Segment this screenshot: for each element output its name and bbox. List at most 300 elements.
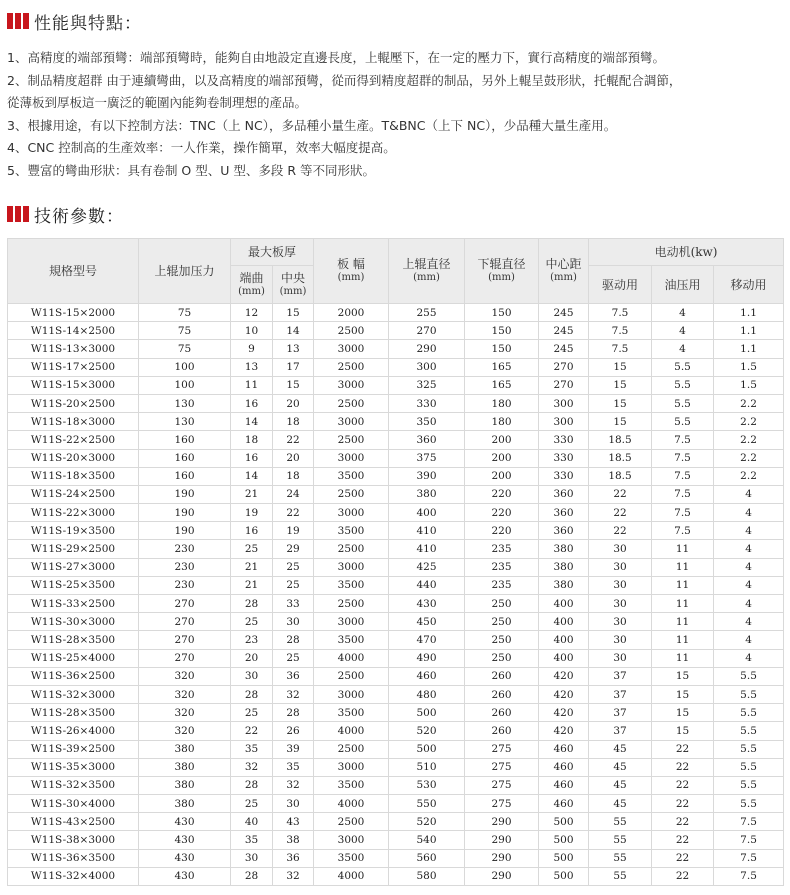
cell-model: W11S-26×4000 — [8, 722, 139, 740]
cell-pressure: 320 — [139, 704, 231, 722]
cell-lower-dia: 200 — [465, 467, 539, 485]
cell-end-bend: 14 — [231, 467, 273, 485]
feature-line: 1、高精度的端部預彎：端部預彎時，能夠自由地設定直邊長度，上輥壓下，在一定的壓力下，實行高精度的端部預彎。 — [7, 50, 665, 65]
cell-drive: 7.5 — [589, 340, 652, 358]
cell-oil: 22 — [652, 795, 714, 813]
cell-end-bend: 25 — [231, 540, 273, 558]
cell-pressure: 130 — [139, 413, 231, 431]
cell-drive: 55 — [589, 867, 652, 885]
cell-move: 5.5 — [714, 667, 784, 685]
cell-width: 3000 — [314, 831, 389, 849]
header-lower-dia-unit: (mm) — [488, 272, 515, 283]
cell-pressure: 430 — [139, 813, 231, 831]
header-end-bend-label: 端曲 — [239, 270, 264, 285]
cell-upper-dia: 430 — [389, 595, 465, 613]
table-row — [8, 540, 784, 558]
cell-move: 1.1 — [714, 340, 784, 358]
cell-center-dist: 400 — [539, 649, 589, 667]
cell-move: 5.5 — [714, 740, 784, 758]
cell-width: 3000 — [314, 413, 389, 431]
cell-center-dist: 460 — [539, 776, 589, 794]
specs-table-body — [8, 304, 784, 886]
cell-lower-dia: 250 — [465, 595, 539, 613]
cell-upper-dia: 460 — [389, 667, 465, 685]
header-center-unit: (mm) — [279, 285, 307, 297]
cell-upper-dia: 530 — [389, 776, 465, 794]
cell-end-bend: 20 — [231, 649, 273, 667]
cell-lower-dia: 290 — [465, 867, 539, 885]
header-center-dist-label: 中心距 — [545, 257, 582, 271]
cell-width: 3500 — [314, 849, 389, 867]
cell-end-bend: 25 — [231, 613, 273, 631]
cell-drive: 55 — [589, 813, 652, 831]
cell-upper-dia: 270 — [389, 322, 465, 340]
cell-upper-dia: 520 — [389, 722, 465, 740]
cell-move: 1.5 — [714, 358, 784, 376]
cell-model: W11S-22×3000 — [8, 504, 139, 522]
cell-center-dist: 460 — [539, 795, 589, 813]
cell-center: 43 — [273, 813, 314, 831]
cell-oil: 11 — [652, 631, 714, 649]
cell-oil: 5.5 — [652, 413, 714, 431]
cell-oil: 7.5 — [652, 449, 714, 467]
cell-model: W11S-19×3500 — [8, 522, 139, 540]
cell-move: 7.5 — [714, 831, 784, 849]
cell-oil: 11 — [652, 576, 714, 594]
cell-move: 4 — [714, 540, 784, 558]
cell-model: W11S-36×3500 — [8, 849, 139, 867]
cell-width: 3500 — [314, 776, 389, 794]
cell-drive: 15 — [589, 413, 652, 431]
cell-drive: 30 — [589, 613, 652, 631]
cell-model: W11S-18×3500 — [8, 467, 139, 485]
cell-model: W11S-22×2500 — [8, 431, 139, 449]
cell-center-dist: 500 — [539, 849, 589, 867]
cell-drive: 7.5 — [589, 304, 652, 322]
cell-upper-dia: 410 — [389, 540, 465, 558]
heading-bars-icon — [7, 13, 31, 29]
cell-center: 35 — [273, 758, 314, 776]
cell-lower-dia: 200 — [465, 449, 539, 467]
cell-drive: 45 — [589, 795, 652, 813]
cell-center-dist: 245 — [539, 340, 589, 358]
header-upper-dia-unit: (mm) — [413, 272, 440, 283]
table-row — [8, 685, 784, 703]
cell-end-bend: 25 — [231, 795, 273, 813]
cell-lower-dia: 220 — [465, 504, 539, 522]
cell-pressure: 230 — [139, 576, 231, 594]
cell-end-bend: 25 — [231, 704, 273, 722]
cell-pressure: 75 — [139, 340, 231, 358]
header-motor: 电动机(kw) — [589, 239, 784, 266]
cell-center: 39 — [273, 740, 314, 758]
cell-upper-dia: 380 — [389, 485, 465, 503]
cell-end-bend: 21 — [231, 485, 273, 503]
cell-pressure: 100 — [139, 376, 231, 394]
cell-oil: 22 — [652, 776, 714, 794]
table-row — [8, 649, 784, 667]
cell-lower-dia: 260 — [465, 704, 539, 722]
cell-upper-dia: 520 — [389, 813, 465, 831]
cell-pressure: 380 — [139, 740, 231, 758]
cell-end-bend: 30 — [231, 849, 273, 867]
header-max-thickness: 最大板厚 — [231, 239, 314, 266]
cell-end-bend: 9 — [231, 340, 273, 358]
header-center-label: 中央 — [281, 270, 306, 285]
cell-move: 5.5 — [714, 685, 784, 703]
cell-center-dist: 300 — [539, 413, 589, 431]
cell-pressure: 130 — [139, 394, 231, 412]
cell-center-dist: 420 — [539, 685, 589, 703]
header-center — [273, 266, 314, 304]
cell-move: 2.2 — [714, 431, 784, 449]
cell-pressure: 320 — [139, 667, 231, 685]
cell-width: 4000 — [314, 649, 389, 667]
cell-center-dist: 360 — [539, 504, 589, 522]
cell-width: 2500 — [314, 394, 389, 412]
cell-center-dist: 270 — [539, 376, 589, 394]
cell-width: 2500 — [314, 740, 389, 758]
table-row — [8, 795, 784, 813]
cell-width: 2500 — [314, 595, 389, 613]
header-center-dist — [539, 239, 589, 304]
cell-upper-dia: 560 — [389, 849, 465, 867]
cell-upper-dia: 450 — [389, 613, 465, 631]
table-row — [8, 776, 784, 794]
cell-pressure: 160 — [139, 431, 231, 449]
cell-width: 2500 — [314, 431, 389, 449]
cell-upper-dia: 255 — [389, 304, 465, 322]
cell-model: W11S-32×4000 — [8, 867, 139, 885]
table-row — [8, 522, 784, 540]
cell-upper-dia: 425 — [389, 558, 465, 576]
header-upper-dia — [389, 239, 465, 304]
cell-oil: 7.5 — [652, 504, 714, 522]
cell-width: 2500 — [314, 667, 389, 685]
cell-move: 5.5 — [714, 722, 784, 740]
table-row — [8, 467, 784, 485]
cell-center: 22 — [273, 431, 314, 449]
feature-line: 4、CNC 控制高的生產效率：一人作業，操作簡單，效率大幅度提高。 — [7, 140, 396, 155]
cell-oil: 7.5 — [652, 485, 714, 503]
cell-oil: 7.5 — [652, 431, 714, 449]
features-list — [7, 47, 787, 182]
cell-model: W11S-17×2500 — [8, 358, 139, 376]
cell-lower-dia: 150 — [465, 322, 539, 340]
header-width-label: 板 幅 — [337, 257, 365, 271]
cell-pressure: 190 — [139, 522, 231, 540]
cell-end-bend: 10 — [231, 322, 273, 340]
cell-move: 1.1 — [714, 322, 784, 340]
header-end-bend-unit: (mm) — [238, 285, 265, 297]
cell-center: 32 — [273, 776, 314, 794]
table-row — [8, 813, 784, 831]
cell-pressure: 270 — [139, 631, 231, 649]
cell-lower-dia: 235 — [465, 540, 539, 558]
cell-center-dist: 360 — [539, 485, 589, 503]
cell-model: W11S-14×2500 — [8, 322, 139, 340]
cell-pressure: 230 — [139, 540, 231, 558]
cell-oil: 11 — [652, 649, 714, 667]
table-row — [8, 413, 784, 431]
cell-width: 3500 — [314, 467, 389, 485]
cell-center-dist: 500 — [539, 813, 589, 831]
cell-center: 28 — [273, 704, 314, 722]
cell-lower-dia: 260 — [465, 667, 539, 685]
cell-center: 20 — [273, 449, 314, 467]
cell-lower-dia: 220 — [465, 485, 539, 503]
cell-model: W11S-43×2500 — [8, 813, 139, 831]
cell-lower-dia: 150 — [465, 340, 539, 358]
cell-drive: 37 — [589, 722, 652, 740]
cell-center: 25 — [273, 649, 314, 667]
table-row — [8, 558, 784, 576]
header-end-bend — [231, 266, 273, 304]
cell-width: 3000 — [314, 685, 389, 703]
cell-drive: 22 — [589, 522, 652, 540]
cell-model: W11S-20×2500 — [8, 394, 139, 412]
cell-model: W11S-32×3500 — [8, 776, 139, 794]
cell-model: W11S-24×2500 — [8, 485, 139, 503]
cell-center: 22 — [273, 504, 314, 522]
cell-center-dist: 360 — [539, 522, 589, 540]
cell-center: 15 — [273, 376, 314, 394]
cell-end-bend: 21 — [231, 558, 273, 576]
cell-pressure: 190 — [139, 504, 231, 522]
cell-oil: 22 — [652, 813, 714, 831]
cell-end-bend: 22 — [231, 722, 273, 740]
cell-center-dist: 330 — [539, 467, 589, 485]
cell-pressure: 430 — [139, 867, 231, 885]
cell-width: 2500 — [314, 358, 389, 376]
header-pressure: 上辊加压力 — [139, 239, 231, 304]
cell-end-bend: 28 — [231, 685, 273, 703]
cell-model: W11S-28×3500 — [8, 704, 139, 722]
cell-upper-dia: 440 — [389, 576, 465, 594]
cell-upper-dia: 350 — [389, 413, 465, 431]
cell-model: W11S-25×4000 — [8, 649, 139, 667]
cell-width: 4000 — [314, 722, 389, 740]
cell-pressure: 160 — [139, 449, 231, 467]
cell-pressure: 430 — [139, 831, 231, 849]
cell-move: 2.2 — [714, 449, 784, 467]
cell-lower-dia: 235 — [465, 576, 539, 594]
cell-upper-dia: 325 — [389, 376, 465, 394]
cell-end-bend: 16 — [231, 449, 273, 467]
cell-pressure: 270 — [139, 595, 231, 613]
cell-lower-dia: 165 — [465, 376, 539, 394]
cell-model: W11S-29×2500 — [8, 540, 139, 558]
table-row — [8, 376, 784, 394]
table-row — [8, 322, 784, 340]
cell-width: 4000 — [314, 867, 389, 885]
table-row — [8, 704, 784, 722]
cell-oil: 22 — [652, 831, 714, 849]
cell-drive: 18.5 — [589, 431, 652, 449]
cell-move: 1.5 — [714, 376, 784, 394]
cell-move: 5.5 — [714, 758, 784, 776]
cell-upper-dia: 540 — [389, 831, 465, 849]
cell-pressure: 270 — [139, 613, 231, 631]
cell-oil: 11 — [652, 613, 714, 631]
table-row — [8, 394, 784, 412]
cell-width: 3000 — [314, 504, 389, 522]
cell-center: 20 — [273, 394, 314, 412]
cell-center-dist: 500 — [539, 831, 589, 849]
cell-width: 3000 — [314, 376, 389, 394]
cell-upper-dia: 500 — [389, 704, 465, 722]
cell-model: W11S-38×3000 — [8, 831, 139, 849]
cell-model: W11S-25×3500 — [8, 576, 139, 594]
cell-end-bend: 32 — [231, 758, 273, 776]
cell-drive: 55 — [589, 831, 652, 849]
cell-pressure: 160 — [139, 467, 231, 485]
cell-pressure: 100 — [139, 358, 231, 376]
cell-upper-dia: 580 — [389, 867, 465, 885]
cell-end-bend: 30 — [231, 667, 273, 685]
header-drive: 驱动用 — [589, 266, 652, 304]
cell-center-dist: 420 — [539, 667, 589, 685]
cell-width: 3000 — [314, 558, 389, 576]
cell-width: 2500 — [314, 540, 389, 558]
cell-upper-dia: 510 — [389, 758, 465, 776]
feature-line: 3、根據用途，有以下控制方法：TNC（上 NC），多品種小量生產。T&BNC（上下 NC），少品種大量生產用。 — [7, 117, 617, 133]
cell-model: W11S-32×3000 — [8, 685, 139, 703]
table-row — [8, 849, 784, 867]
cell-oil: 22 — [652, 758, 714, 776]
cell-drive: 15 — [589, 394, 652, 412]
header-width-unit: (mm) — [337, 272, 365, 283]
cell-center: 38 — [273, 831, 314, 849]
cell-oil: 4 — [652, 340, 714, 358]
features-heading — [7, 11, 142, 34]
cell-width: 4000 — [314, 795, 389, 813]
specs-heading — [7, 204, 124, 227]
table-row — [8, 504, 784, 522]
cell-lower-dia: 235 — [465, 558, 539, 576]
cell-oil: 15 — [652, 685, 714, 703]
cell-center: 24 — [273, 485, 314, 503]
cell-lower-dia: 165 — [465, 358, 539, 376]
cell-drive: 22 — [589, 485, 652, 503]
cell-drive: 15 — [589, 376, 652, 394]
cell-width: 3500 — [314, 704, 389, 722]
cell-upper-dia: 360 — [389, 431, 465, 449]
cell-upper-dia: 470 — [389, 631, 465, 649]
header-oil: 油压用 — [652, 266, 714, 304]
cell-move: 4 — [714, 522, 784, 540]
cell-move: 7.5 — [714, 813, 784, 831]
cell-move: 4 — [714, 558, 784, 576]
cell-oil: 15 — [652, 704, 714, 722]
features-title: 性能與特點： — [34, 13, 142, 34]
cell-drive: 30 — [589, 576, 652, 594]
cell-center: 32 — [273, 867, 314, 885]
cell-center-dist: 330 — [539, 431, 589, 449]
specs-title: 技術參數： — [34, 206, 124, 227]
table-row — [8, 722, 784, 740]
cell-width: 2000 — [314, 304, 389, 322]
cell-width: 3000 — [314, 340, 389, 358]
cell-oil: 15 — [652, 667, 714, 685]
cell-move: 2.2 — [714, 413, 784, 431]
table-row — [8, 867, 784, 885]
cell-pressure: 270 — [139, 649, 231, 667]
table-row — [8, 613, 784, 631]
cell-lower-dia: 200 — [465, 431, 539, 449]
cell-model: W11S-18×3000 — [8, 413, 139, 431]
cell-center-dist: 400 — [539, 595, 589, 613]
cell-move: 4 — [714, 649, 784, 667]
cell-pressure: 380 — [139, 795, 231, 813]
cell-move: 4 — [714, 595, 784, 613]
cell-end-bend: 16 — [231, 522, 273, 540]
cell-center: 14 — [273, 322, 314, 340]
cell-end-bend: 35 — [231, 831, 273, 849]
header-lower-dia-label: 下辊直径 — [477, 257, 526, 271]
cell-drive: 7.5 — [589, 322, 652, 340]
cell-center: 28 — [273, 631, 314, 649]
feature-line: 5、豐富的彎曲形狀：具有卷制 O 型、U 型、多段 R 等不同形狀。 — [7, 162, 375, 178]
cell-width: 3000 — [314, 758, 389, 776]
cell-oil: 7.5 — [652, 467, 714, 485]
cell-pressure: 320 — [139, 722, 231, 740]
cell-width: 3000 — [314, 613, 389, 631]
specs-table — [7, 238, 784, 886]
header-width — [314, 239, 389, 304]
cell-upper-dia: 375 — [389, 449, 465, 467]
cell-move: 4 — [714, 576, 784, 594]
cell-move: 2.2 — [714, 394, 784, 412]
cell-center: 30 — [273, 795, 314, 813]
cell-pressure: 380 — [139, 776, 231, 794]
feature-line: 2、制品精度超群 由于連續彎曲，以及高精度的端部預彎，從而得到精度超群的制品，另外上輥呈鼓形狀，托輥配合調節， — [7, 72, 682, 88]
cell-pressure: 75 — [139, 304, 231, 322]
cell-lower-dia: 180 — [465, 413, 539, 431]
cell-center-dist: 460 — [539, 740, 589, 758]
cell-center-dist: 460 — [539, 758, 589, 776]
cell-center: 25 — [273, 576, 314, 594]
cell-width: 2500 — [314, 813, 389, 831]
cell-lower-dia: 220 — [465, 522, 539, 540]
feature-line: 從薄板到厚板這一廣泛的範圍內能夠卷制理想的產品。 — [7, 95, 308, 110]
cell-lower-dia: 180 — [465, 394, 539, 412]
cell-drive: 30 — [589, 595, 652, 613]
cell-drive: 37 — [589, 685, 652, 703]
cell-model: W11S-30×4000 — [8, 795, 139, 813]
cell-upper-dia: 410 — [389, 522, 465, 540]
cell-width: 3000 — [314, 449, 389, 467]
cell-end-bend: 19 — [231, 504, 273, 522]
cell-center: 33 — [273, 595, 314, 613]
cell-center-dist: 245 — [539, 322, 589, 340]
cell-drive: 30 — [589, 631, 652, 649]
cell-center: 25 — [273, 558, 314, 576]
cell-center-dist: 400 — [539, 631, 589, 649]
cell-center-dist: 270 — [539, 358, 589, 376]
cell-center: 18 — [273, 467, 314, 485]
cell-center: 18 — [273, 413, 314, 431]
table-row — [8, 595, 784, 613]
cell-upper-dia: 330 — [389, 394, 465, 412]
cell-end-bend: 28 — [231, 595, 273, 613]
cell-lower-dia: 275 — [465, 795, 539, 813]
cell-center: 19 — [273, 522, 314, 540]
cell-drive: 37 — [589, 704, 652, 722]
cell-drive: 45 — [589, 740, 652, 758]
cell-center-dist: 500 — [539, 867, 589, 885]
cell-model: W11S-28×3500 — [8, 631, 139, 649]
